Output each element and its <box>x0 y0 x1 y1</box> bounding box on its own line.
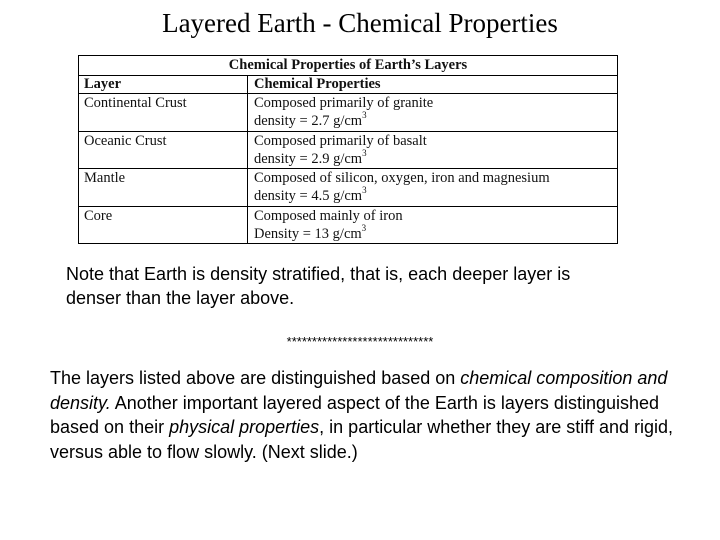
paragraph-text: , in particular whether they are stiff and rigid, versus able to flow slowly. (Next slide.) <box>50 417 674 462</box>
composition-text: Composed of silicon, oxygen, iron and magnesium <box>254 170 550 186</box>
emphasis-text: chemical composition and density. <box>50 368 668 413</box>
layer-name: Mantle <box>79 169 248 206</box>
emphasis-text: physical properties <box>169 417 320 437</box>
separator: ***************************** <box>286 334 434 349</box>
density-value: density = 2.9 g/cm <box>254 150 363 167</box>
density-exponent: 3 <box>362 185 367 195</box>
layer-name: Core <box>79 207 248 245</box>
properties-table <box>78 55 618 244</box>
composition-text: Composed primarily of granite <box>254 95 434 111</box>
density-text <box>254 112 617 130</box>
header-layer: Layer <box>79 76 248 93</box>
density-exponent: 3 <box>362 110 367 120</box>
density-text <box>254 147 617 168</box>
layer-name: Oceanic Crust <box>79 132 248 169</box>
density-value: density = 2.7 g/cm <box>254 113 363 129</box>
layer-properties <box>248 132 617 169</box>
density-note: Note that Earth is density stratified, that is, each deeper layer is denser than the layer above. <box>66 264 571 308</box>
table-row <box>79 169 617 207</box>
table-caption: Chemical Properties of Earth’s Layers <box>79 56 617 76</box>
density-exponent: 3 <box>361 222 367 233</box>
density-text <box>254 222 617 243</box>
density-value: density = 4.5 g/cm <box>254 188 363 204</box>
paragraph-text: Another important layered aspect of the Earth is layers distinguished based on their <box>50 392 660 437</box>
layer-properties <box>248 169 617 206</box>
layer-properties <box>248 94 617 131</box>
table-row <box>79 94 617 132</box>
composition-text: Composed mainly of iron <box>254 207 403 224</box>
paragraph-text: The layers listed above are distinguished based on <box>50 368 461 388</box>
table-row <box>79 207 617 245</box>
table-header-row <box>79 76 617 94</box>
explanation-paragraph <box>50 366 700 464</box>
table-row <box>79 132 617 170</box>
header-chemical-properties: Chemical Properties <box>254 76 381 92</box>
density-exponent: 3 <box>362 147 367 158</box>
layer-properties <box>248 207 617 245</box>
density-value: Density = 13 g/cm <box>254 225 362 242</box>
density-text <box>254 187 617 205</box>
slide-title: Layered Earth - Chemical Properties <box>162 8 558 38</box>
layer-name: Continental Crust <box>79 94 248 131</box>
composition-text: Composed primarily of basalt <box>254 132 427 149</box>
